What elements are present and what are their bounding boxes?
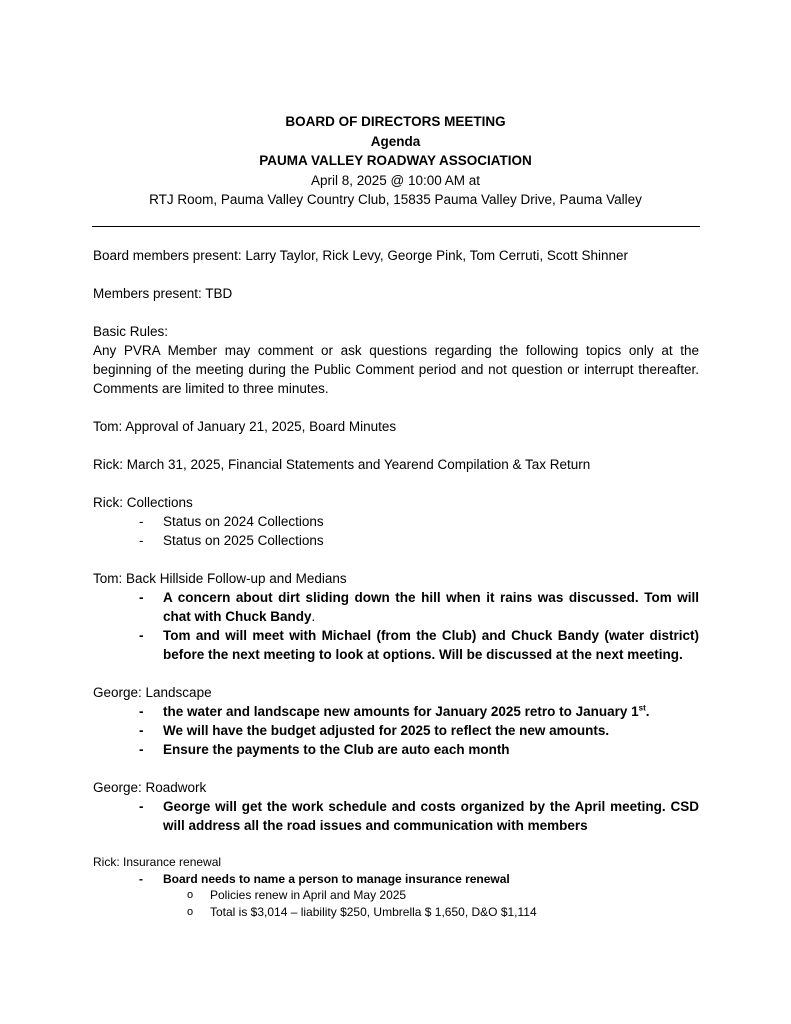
members-present: Members present: TBD: [93, 286, 233, 301]
hillside-item-1: A concern about dirt sliding down the hill when it rains was discussed. Tom will chat with Chuck Bandy: [163, 590, 699, 624]
meeting-date: April 8, 2025 @ 10:00 AM at: [310, 172, 481, 188]
agenda-body: [93, 246, 699, 920]
hillside-title: Tom: Back Hillside Follow-up and Medians: [93, 571, 347, 586]
landscape-list: [93, 702, 699, 759]
basic-rules-text: Any PVRA Member may comment or ask questions regarding the following topics only at the beginning of the meeting during the Public Comment period and not question or interrupt thereafter. Comments are limited to three minutes.: [93, 343, 699, 396]
list-item: [93, 588, 699, 626]
list-item: - Tom and will meet with Michael (from the Club) and Chuck Bandy (water district) before the next meeting to look at options. Will be discussed at the next meeting.: [93, 626, 699, 664]
agenda-label: Agenda: [370, 133, 421, 149]
insurance-title: Rick: Insurance renewal: [93, 855, 222, 869]
list-item: - George will get the work schedule and costs organized by the April meeting. CSD will address all the road issues and communication with members: [93, 797, 699, 835]
approval-item: Tom: Approval of January 21, 2025, Board Minutes: [93, 419, 397, 434]
organization-name: PAUMA VALLEY ROADWAY ASSOCIATION: [259, 153, 532, 168]
list-item: - Status on 2025 Collections: [93, 531, 699, 550]
board-members-present: Board members present: Larry Taylor, Rick Levy, George Pink, Tom Cerruti, Scott Shinner: [93, 248, 628, 263]
insurance-sublist: [93, 887, 699, 920]
insurance-list: [93, 871, 699, 888]
landscape-item-1-end: .: [645, 704, 650, 719]
list-item: - Status on 2024 Collections: [93, 512, 699, 531]
sub-list-item: o Total is $3,014 – liability $250, Umbrella $ 1,650, D&O $1,114: [93, 904, 699, 921]
ordinal-suffix: st: [638, 703, 646, 713]
insurance-section: [93, 854, 699, 920]
sub-list-item: o Policies renew in April and May 2025: [93, 887, 699, 904]
roadwork-title: George: Roadwork: [93, 780, 207, 795]
insurance-item-1: Board needs to name a person to manage insurance renewal: [163, 871, 510, 886]
roadwork-list: [93, 797, 699, 835]
meeting-title: BOARD OF DIRECTORS MEETING: [285, 114, 506, 129]
header-divider: [92, 226, 700, 227]
list-item: [93, 702, 699, 721]
hillside-item-1-end: .: [311, 609, 316, 624]
landscape-item-1: the water and landscape new amounts for January 2025 retro to January 1: [163, 704, 639, 719]
collections-title: Rick: Collections: [93, 495, 193, 510]
meeting-location: RTJ Room, Pauma Valley Country Club, 15835 Pauma Valley Drive, Pauma Valley: [149, 192, 642, 207]
document-header: [0, 112, 791, 210]
basic-rules-title: Basic Rules:: [93, 324, 169, 339]
list-item: [93, 871, 699, 888]
hillside-list: [93, 588, 699, 664]
financials-item: Rick: March 31, 2025, Financial Statements and Yearend Compilation & Tax Return: [93, 457, 591, 472]
list-item: - Ensure the payments to the Club are auto each month: [93, 740, 699, 759]
collections-list: [93, 512, 699, 550]
list-item: - We will have the budget adjusted for 2025 to reflect the new amounts.: [93, 721, 699, 740]
landscape-title: George: Landscape: [93, 685, 212, 700]
